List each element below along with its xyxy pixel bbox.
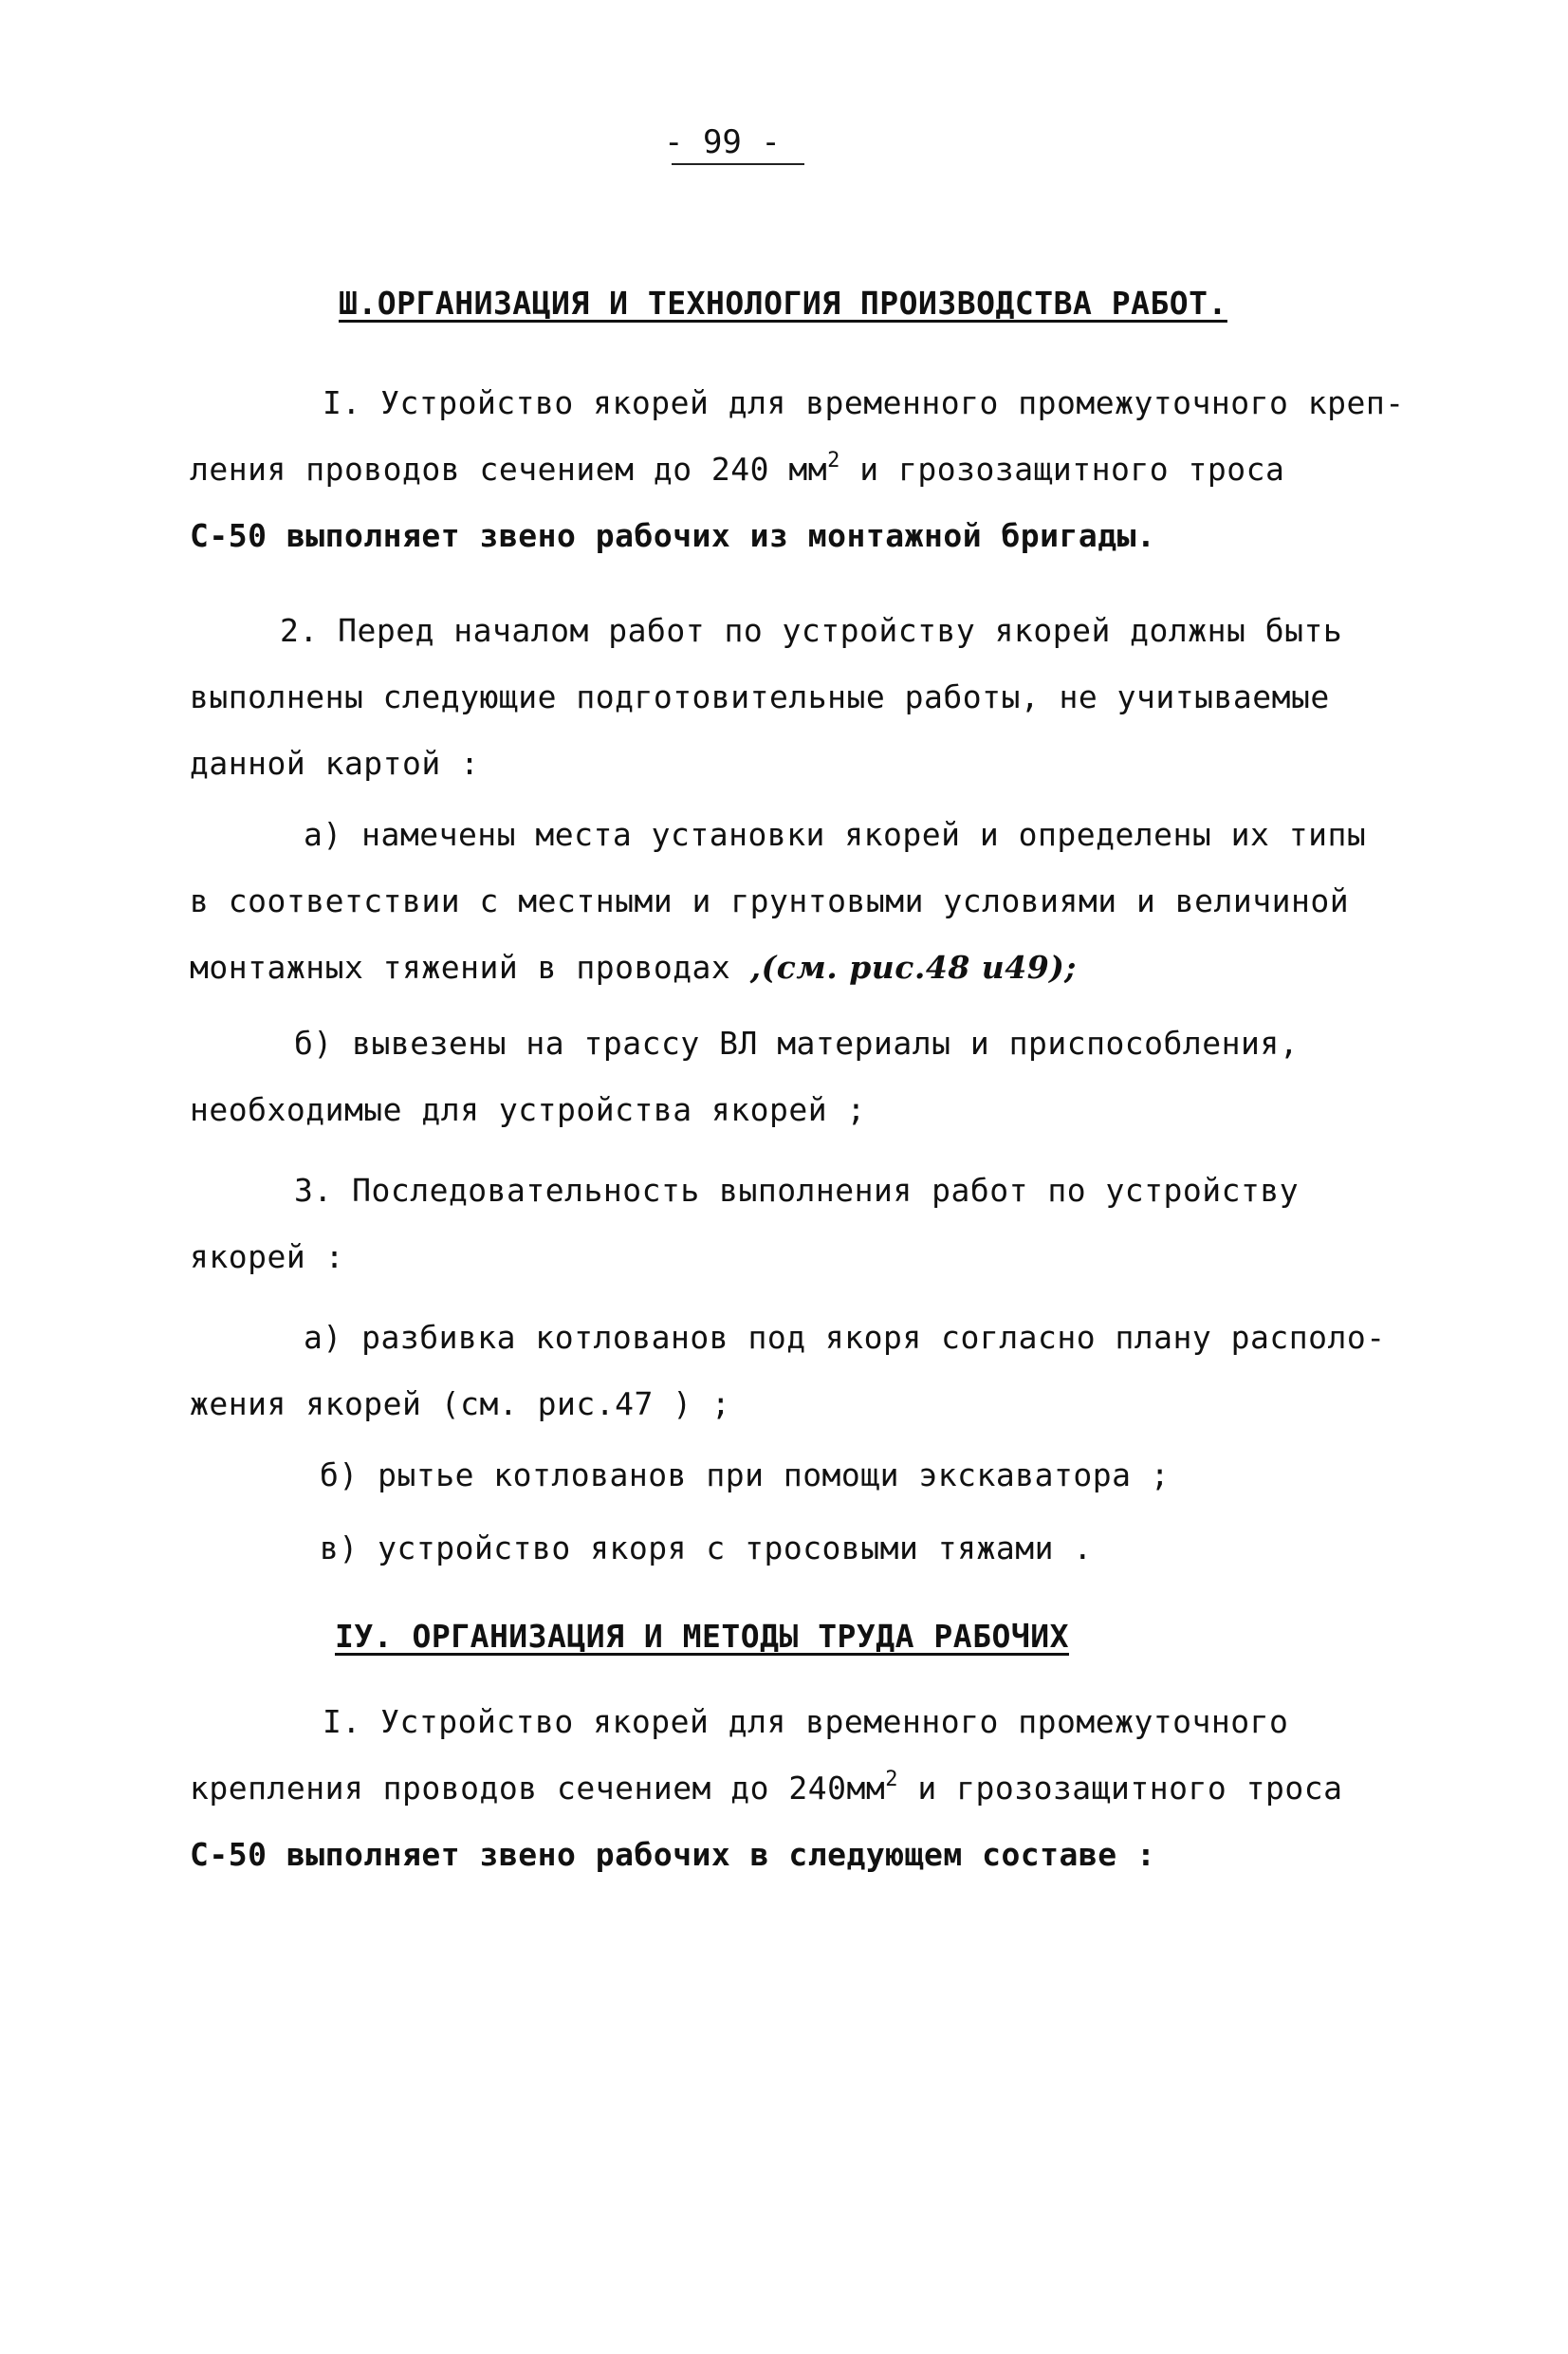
squared-superscript: 2	[827, 449, 840, 473]
section-3-p2-line2: выполнены следующие подготовительные работы, не учитываемые	[190, 678, 1330, 715]
step-a-line1: а) разбивка котлованов под якоря согласно плану располо-	[304, 1319, 1386, 1356]
section-3-p3-line2: якорей :	[190, 1238, 344, 1275]
section-3-p1-line3: С-50 выполняет звено рабочих из монтажной бригады.	[190, 517, 1156, 554]
page-number: - 99 -	[664, 123, 781, 161]
section-4-p1-line3: С-50 выполняет звено рабочих в следующем составе :	[190, 1836, 1156, 1873]
section-3-p1-line2-a: ления проводов сечением до 240 мм	[190, 451, 828, 488]
section-4-p1-line2	[190, 1770, 1342, 1807]
section-3-p1-line2-b: и грозозащитного троса	[839, 451, 1285, 488]
item-a-line3-text: монтажных тяжений в проводах	[190, 949, 750, 986]
section-3-p1-line2	[190, 451, 1284, 489]
item-a-line2: в соответствии с местными и грунтовыми условиями и величиной	[190, 882, 1350, 919]
section-4-heading: IУ. ОРГАНИЗАЦИЯ И МЕТОДЫ ТРУДА РАБОЧИХ	[335, 1618, 1069, 1655]
page-number-underline	[672, 163, 804, 165]
item-a-line1: а) намечены места установки якорей и определены их типы	[304, 816, 1367, 853]
item-b-line2: необходимые для устройства якорей ;	[190, 1091, 866, 1128]
step-b-line: б) рытье котлованов при помощи экскаватора ;	[320, 1456, 1171, 1493]
section-3-heading: Ш.ОРГАНИЗАЦИЯ И ТЕХНОЛОГИЯ ПРОИЗВОДСТВА РАБОТ.	[339, 285, 1227, 322]
item-a-line3	[190, 949, 1077, 987]
section-4-p1-line1: I. Устройство якорей для временного промежуточного	[323, 1703, 1289, 1740]
handwritten-figure-reference: ,(см. рис.48 и49);	[749, 949, 1077, 986]
section-3-p2-line1: 2. Перед началом работ по устройству якорей должны быть	[280, 612, 1343, 649]
section-4-p1-line2-a: крепления проводов сечением до 240мм	[190, 1770, 886, 1807]
section-3-p1-line1: I. Устройство якорей для временного промежуточного креп-	[323, 384, 1405, 421]
section-3-p3-line1: 3. Последовательность выполнения работ по устройству	[294, 1172, 1300, 1209]
squared-superscript: 2	[885, 1768, 898, 1791]
item-b-line1: б) вывезены на трассу ВЛ материалы и приспособления,	[294, 1025, 1300, 1062]
step-c-line: в) устройство якоря с тросовыми тяжами .	[320, 1529, 1093, 1566]
section-3-p2-line3: данной картой :	[190, 745, 480, 782]
section-4-p1-line2-b: и грозозащитного троса	[898, 1770, 1343, 1807]
step-a-line2: жения якорей (см. рис.47 ) ;	[190, 1385, 731, 1422]
